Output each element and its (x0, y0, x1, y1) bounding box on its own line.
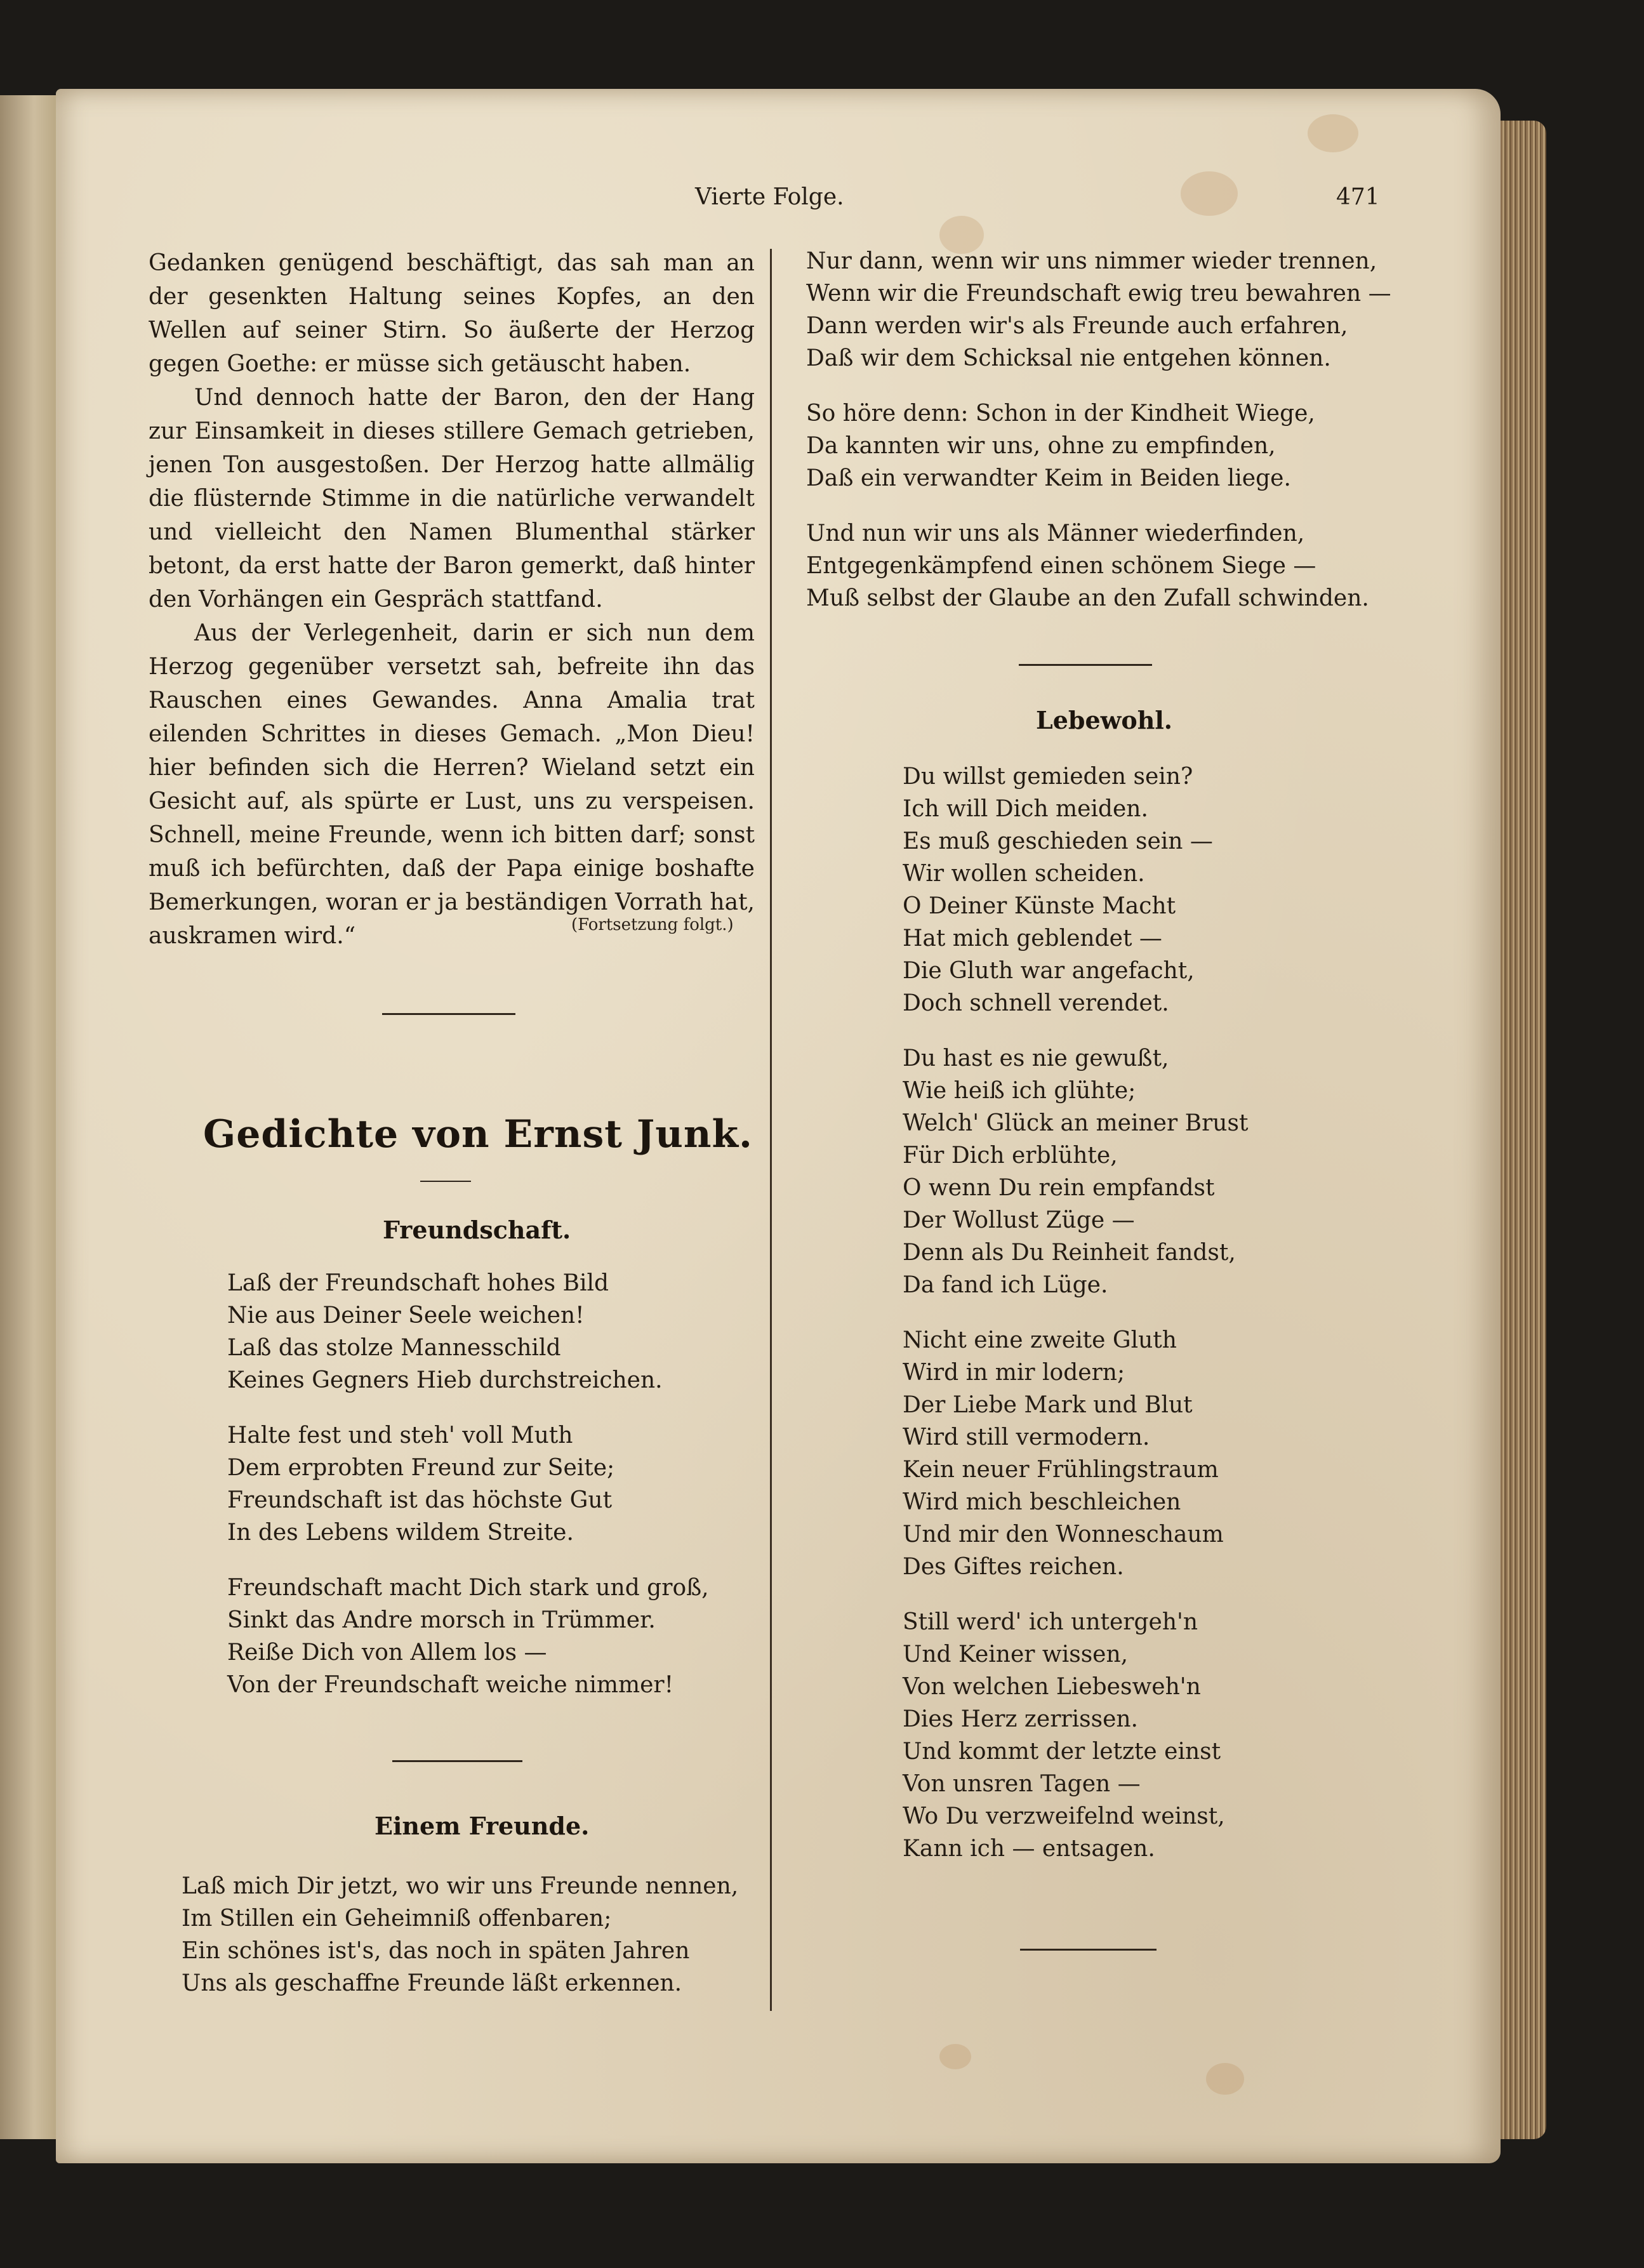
poem-line: Welch' Glück an meiner Brust (903, 1110, 1249, 1136)
poem-stanza (227, 1572, 709, 1701)
poem-line: Doch schnell verendet. (903, 990, 1169, 1016)
poem-line: Es muß geschieden sein — (903, 828, 1213, 854)
paper-stain (1181, 171, 1238, 216)
prose-block (149, 246, 755, 953)
poem-stanza (903, 1606, 1248, 1865)
poem-line: O wenn Du rein empfandst (903, 1175, 1215, 1201)
poem-line: Und mir den Wonneschaum (903, 1522, 1224, 1548)
poem-line: Ein schönes ist's, das noch in späten Jahren (182, 1938, 690, 1964)
poem-line: Da fand ich Lüge. (903, 1272, 1108, 1298)
poem-line: Von welchen Liebesweh'n (903, 1674, 1201, 1700)
poem-line: Halte fest und steh' voll Muth (227, 1422, 573, 1449)
poem-line: Denn als Du Reinheit fandst, (903, 1240, 1236, 1266)
book-fore-edge (1501, 121, 1546, 2139)
poem-line: Keines Gegners Hieb durchstreichen. (227, 1367, 663, 1393)
poem-line: O Deiner Künste Macht (903, 893, 1176, 919)
poem-line: Laß das stolze Mannesschild (227, 1335, 561, 1361)
poem-line: Entgegenkämpfend einen schönem Siege — (806, 553, 1316, 579)
column-divider (770, 249, 772, 2011)
paper-stain (1308, 114, 1358, 152)
poem-line: Nie aus Deiner Seele weichen! (227, 1303, 585, 1329)
poem-stanza (903, 1042, 1248, 1301)
poem-line: Von der Freundschaft weiche nimmer! (227, 1672, 674, 1698)
poem-stanza (903, 760, 1248, 1019)
prose-paragraph: Und dennoch hatte der Baron, den der Hang zur Einsamkeit in dieses stillere Gemach getrieben, jenen Ton ausgestoßen. Der Herzog hatte allmälig die flüsternde Stimme in die natürliche verwandelt und vielleicht den Namen Blumenthal stärker betont, da erst hatte der Baron gemerkt, daß hinter den Vorhängen ein Gespräch stattfand. (149, 385, 755, 613)
poem-line: Du hast es nie gewußt, (903, 1045, 1169, 1071)
poem-line: Freundschaft macht Dich stark und groß, (227, 1575, 709, 1601)
poem-stanza (227, 1267, 709, 1396)
poem-line: So höre denn: Schon in der Kindheit Wiege, (806, 401, 1315, 427)
section-title: Gedichte von Ernst Junk. (203, 1112, 753, 1157)
poem-line: Und Keiner wissen, (903, 1641, 1129, 1668)
poem-line: Und kommt der letzte einst (903, 1739, 1221, 1765)
prose-paragraph: Gedanken genügend beschäftigt, das sah man an der gesenkten Haltung seines Kopfes, an den Wellen auf seiner Stirn. So äußerte der Herzog gegen Goethe: er müsse sich getäuscht haben. (149, 250, 755, 377)
poem-line: Wird mich beschleichen (903, 1489, 1181, 1515)
title-underline (420, 1181, 471, 1182)
poem-line: In des Lebens wildem Streite. (227, 1520, 574, 1546)
section-divider (382, 1013, 515, 1015)
poem-lebewohl (903, 760, 1248, 1888)
poem-line: Dann werden wir's als Freunde auch erfahren, (806, 313, 1348, 339)
poem-line: Laß mich Dir jetzt, wo wir uns Freunde nennen, (182, 1873, 739, 1899)
poem-stanza (806, 517, 1391, 614)
poem-line: Wird in mir lodern; (903, 1360, 1125, 1386)
poem-line: Der Liebe Mark und Blut (903, 1392, 1193, 1418)
poem-line: Von unsren Tagen — (903, 1771, 1141, 1797)
poem-line: Für Dich erblühte, (903, 1143, 1118, 1169)
poem-line: Nicht eine zweite Gluth (903, 1327, 1177, 1353)
poem-line: Laß der Freundschaft hohes Bild (227, 1270, 609, 1296)
poem-line: Muß selbst der Glaube an den Zufall schwinden. (806, 585, 1369, 611)
poem-line: Ich will Dich meiden. (903, 796, 1148, 822)
poem-stanza (903, 1324, 1248, 1583)
page-number: 471 (1336, 184, 1380, 210)
poem-stanza (806, 245, 1391, 375)
poem-line: Kann ich — entsagen. (903, 1836, 1155, 1862)
poem-line: Wie heiß ich glühte; (903, 1078, 1136, 1104)
poem-line: Sinkt das Andre morsch in Trümmer. (227, 1607, 656, 1633)
poem-line: Der Wollust Züge — (903, 1207, 1135, 1233)
poem-title: Freundschaft. (383, 1216, 571, 1244)
poem-line: Dem erprobten Freund zur Seite; (227, 1455, 615, 1481)
poem-stanza (227, 1419, 709, 1549)
section-divider (1020, 1949, 1157, 1951)
poem-line: Freundschaft ist das höchste Gut (227, 1487, 613, 1513)
section-divider (1019, 664, 1152, 666)
poem-line: Uns als geschaffne Freunde läßt erkennen. (182, 1970, 682, 1996)
poem-line: Daß ein verwandter Keim in Beiden liege. (806, 465, 1291, 491)
poem-line: Nur dann, wenn wir uns nimmer wieder trennen, (806, 248, 1377, 274)
poem-line: Du willst gemieden sein? (903, 764, 1193, 790)
poem-stanza (182, 1870, 738, 1999)
section-divider (392, 1760, 522, 1762)
left-page-edge (0, 95, 57, 2139)
poem-line: Daß wir dem Schicksal nie entgehen können. (806, 345, 1331, 371)
poem-line: Dies Herz zerrissen. (903, 1706, 1139, 1732)
poem-line: Des Giftes reichen. (903, 1554, 1124, 1580)
poem-freundschaft (227, 1267, 709, 1724)
poem-line: Wenn wir die Freundschaft ewig treu bewahren — (806, 281, 1391, 307)
poem-line: Im Stillen ein Geheimniß offenbaren; (182, 1906, 612, 1932)
poem-line: Und nun wir uns als Männer wiederfinden, (806, 521, 1305, 547)
poem-line: Wird still vermodern. (903, 1424, 1150, 1450)
poem-line: Hat mich geblendet — (903, 925, 1162, 952)
paper-stain (1206, 2063, 1244, 2095)
poem-line: Wo Du verzweifelnd weinst, (903, 1803, 1225, 1829)
poem-continued (806, 245, 1391, 637)
poem-line: Still werd' ich untergeh'n (903, 1609, 1198, 1635)
poem-line: Da kannten wir uns, ohne zu empfinden, (806, 433, 1276, 459)
poem-title: Einem Freunde. (375, 1812, 590, 1840)
running-header: Vierte Folge. (695, 184, 844, 210)
paper-stain (939, 2044, 971, 2069)
poem-line: Kein neuer Frühlingstraum (903, 1457, 1219, 1483)
prose-paragraph: Aus der Verlegenheit, darin er sich nun dem Herzog gegenüber versetzt sah, befreite ihn das Rauschen eines Gewandes. Anna Amalia trat eilenden Schrittes in dieses Gemach. „Mon Dieu! hier befinden sich die Herren? Wieland setzt ein Gesicht auf, als spürte er Lust, uns zu verspeisen. Schnell, meine Freunde, wenn ich bitten darf; sonst muß ich befürchten, daß der Papa einige boshafte Bemerkungen, woran er ja beständigen Vorrath hat, auskramen wird.“ (149, 620, 755, 949)
poem-title: Lebewohl. (1036, 706, 1172, 734)
poem-line: Die Gluth war angefacht, (903, 958, 1195, 984)
poem-stanza (806, 397, 1391, 494)
poem-line: Reiße Dich von Allem los — (227, 1640, 547, 1666)
poem-line: Wir wollen scheiden. (903, 861, 1145, 887)
continuation-note: (Fortsetzung folgt.) (571, 915, 734, 934)
poem-einem-freunde (182, 1870, 738, 2022)
